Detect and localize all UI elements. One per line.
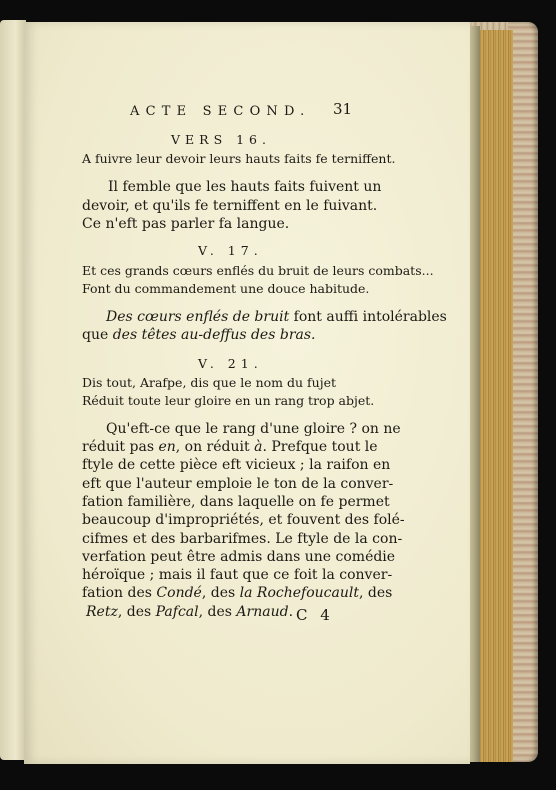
commentary-line xyxy=(82,327,316,343)
roman-phrase: , des xyxy=(198,604,237,620)
verse-heading-21: V. 21. xyxy=(198,356,263,371)
commentary-line: verfation peut être admis dans une comédie xyxy=(82,549,396,565)
page-number: 31 xyxy=(333,100,353,118)
commentary-line: fation familière, dans laquelle on fe permet xyxy=(82,494,390,510)
italic-phrase: Pafcal xyxy=(155,604,199,620)
page-fore-edge xyxy=(478,30,513,762)
quote-line: A fuivre leur devoir leurs hauts faits fe terniffent. xyxy=(82,151,396,166)
italic-phrase: Condé xyxy=(156,585,202,601)
commentary-line: Qu'eft-ce que le rang d'une gloire ? on ne xyxy=(106,421,401,437)
roman-phrase: , des xyxy=(117,604,156,620)
roman-phrase: , des xyxy=(358,585,393,601)
roman-phrase: , des xyxy=(201,585,240,601)
roman-phrase: que xyxy=(82,327,113,343)
commentary-line: Ce n'eft pas parler fa langue. xyxy=(82,216,290,232)
commentary-line: eft que l'auteur emploie le ton de la conver- xyxy=(82,476,394,492)
quote-line: Et ces grands cœurs enflés du bruit de leurs combats... xyxy=(82,263,434,278)
roman-phrase: . Prefque tout le xyxy=(262,439,378,455)
quote-line: Font du commandement une douce habitude. xyxy=(82,281,370,296)
quote-line: Dis tout, Arafpe, dis que le nom du fujet xyxy=(82,375,336,390)
verse-heading-17: V. 17. xyxy=(198,243,263,258)
roman-phrase: font auffi intolérables xyxy=(289,309,447,325)
roman-phrase: , on réduit xyxy=(175,439,255,455)
running-head: ACTE SECOND. xyxy=(130,104,311,119)
italic-phrase: Retz xyxy=(86,604,118,620)
italic-phrase: Arnaud xyxy=(236,604,289,620)
commentary-line: devoir, et qu'ils fe terniffent en le fuivant. xyxy=(82,198,378,214)
italic-phrase: la Rochefoucault xyxy=(239,585,359,601)
commentary-line: cifmes et des barbarifmes. Le ftyle de la con- xyxy=(82,531,403,547)
roman-phrase: . xyxy=(288,604,294,620)
italic-phrase: en xyxy=(158,439,176,455)
italic-phrase: à xyxy=(254,439,263,455)
italic-phrase: Des cœurs enflés de bruit xyxy=(106,309,290,325)
quote-line: Réduit toute leur gloire en un rang trop abjet. xyxy=(82,393,375,408)
italic-phrase: des têtes au-deffus des bras. xyxy=(112,327,316,343)
signature-mark: C 4 xyxy=(296,606,334,624)
left-page-edge xyxy=(0,20,26,760)
commentary-line xyxy=(106,309,447,325)
commentary-line xyxy=(82,439,378,455)
commentary-line: ftyle de cette pièce eft vicieux ; la raifon en xyxy=(82,457,391,473)
commentary-line xyxy=(82,585,392,601)
commentary-line: Il femble que les hauts faits fuivent un xyxy=(108,179,382,195)
commentary-line: héroïque ; mais il faut que ce foit la conver- xyxy=(82,567,393,583)
commentary-line xyxy=(86,604,293,620)
commentary-line: beaucoup d'impropriétés, et fouvent des folé- xyxy=(82,512,405,528)
roman-phrase: réduit pas xyxy=(82,439,159,455)
verse-heading-16: VERS 16. xyxy=(171,132,271,147)
roman-phrase: fation des xyxy=(82,585,157,601)
